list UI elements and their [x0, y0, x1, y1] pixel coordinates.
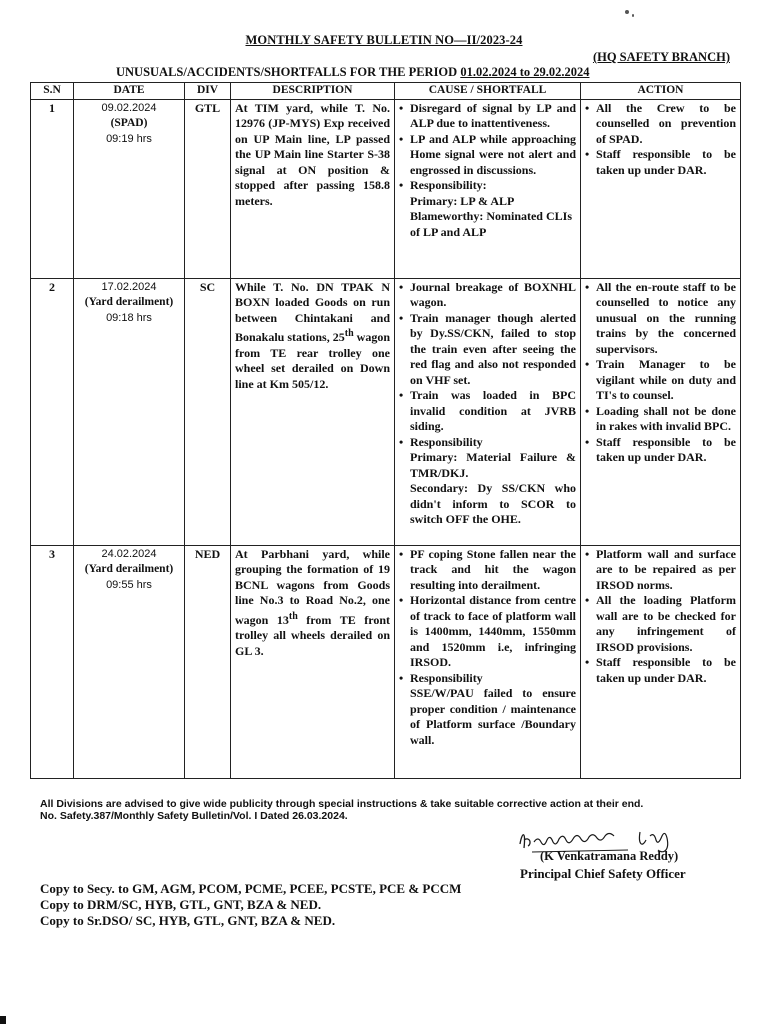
row-date: 17.02.2024	[101, 280, 157, 293]
row-sn: 1	[31, 99, 74, 278]
column-header-sn: S.N	[31, 83, 74, 100]
row-cause-cell	[395, 99, 581, 278]
row-description	[231, 278, 395, 545]
advice-note: All Divisions are advised to give wide publicity through special instructions & take suitable corrective action at their end.	[40, 798, 644, 810]
cause-item: • Train was loaded in BPC invalid condition at JVRB siding.	[399, 388, 576, 435]
action-item: • Platform wall and surface are to be repaired as per IRSOD norms.	[585, 547, 736, 594]
action-item: • All the loading Platform wall are to be checked for any infringement of IRSOD provisions.	[585, 593, 736, 655]
table-header-row	[31, 83, 741, 100]
responsibility-line: Secondary: Dy SS/CKN who didn't inform to SCOR to switch OFF the OHE.	[410, 481, 576, 526]
copy-list	[40, 881, 461, 929]
row-description: At TIM yard, while T. No. 12976 (JP-MYS) Exp received on UP Main line, LP passed the UP Main line Starter S-38 signal at ON position & stopped after passing 158.8 meters.	[231, 99, 395, 278]
cause-item: • Responsibility	[399, 435, 576, 451]
row-division: GTL	[185, 99, 231, 278]
cause-item: • LP and ALP while approaching Home signal were not alert and engrossed in discussions.	[399, 132, 576, 179]
responsibility-line: Primary: LP & ALP	[410, 193, 515, 208]
row-cause-cell	[395, 278, 581, 545]
reference-number: No. Safety.387/Monthly Safety Bulletin/Vol. I Dated 26.03.2024.	[40, 810, 348, 822]
row-description	[231, 545, 395, 778]
row-time: 09:19 hrs	[106, 132, 152, 145]
ordinal-suffix: th	[344, 328, 354, 339]
branch-label: (HQ SAFETY BRANCH)	[592, 50, 730, 64]
description-text: wagon from TE rear trolley one wheel set derailed on Down line at Km 505/12.	[235, 330, 390, 391]
row-action-cell	[581, 545, 741, 778]
action-item: • Staff responsible to be taken up under DAR.	[585, 435, 736, 466]
signer-designation: Principal Chief Safety Officer	[520, 866, 686, 881]
copy-line: Copy to DRM/SC, HYB, GTL, GNT, BZA & NED.	[40, 897, 322, 912]
row-date-cell	[74, 278, 185, 545]
ordinal-suffix: th	[288, 610, 298, 622]
responsibility-line: SSE/W/PAU failed to ensure proper condition / maintenance of Platform surface /Boundary wall.	[410, 686, 576, 747]
action-item: • All the en-route staff to be counselled to notice any unusual on the running trains by the concerned supervisors.	[585, 280, 736, 358]
table-row	[31, 545, 741, 778]
action-item: • Staff responsible to be taken up under DAR.	[585, 655, 736, 686]
row-time: 09:18 hrs	[106, 311, 152, 324]
description-text: While T. No. DN TPAK N BOXN loaded Goods on run between Chintakani and Bonakalu stations, 25	[235, 279, 390, 344]
scan-speck	[0, 1016, 6, 1024]
row-action-cell	[581, 278, 741, 545]
column-header-cause: CAUSE / SHORTFALL	[395, 83, 581, 100]
row-date: 09.02.2024	[101, 101, 157, 114]
period-prefix: UNUSUALS/ACCIDENTS/SHORTFALLS FOR THE PERIOD	[116, 65, 458, 79]
column-header-date: DATE	[74, 83, 185, 100]
action-item: • All the Crew to be counselled on prevention of SPAD.	[585, 101, 736, 148]
period-dates: 01.02.2024 to 29.02.2024	[460, 65, 590, 79]
responsibility-line: Blameworthy: Nominated CLIs of LP and ALP	[410, 209, 572, 239]
row-incident-type: (Yard derailment)	[84, 296, 174, 308]
row-date-cell	[74, 99, 185, 278]
scan-speck	[632, 14, 634, 17]
cause-item: • Train manager though alerted by Dy.SS/CKN, failed to stop the train even after seeing the red flag and also not responded on VHF set.	[399, 311, 576, 389]
signer-name: (K Venkatramana Reddy)	[540, 849, 679, 863]
cause-item: • Responsibility	[399, 671, 576, 687]
cause-item: • Horizontal distance from centre of track to face of platform wall is 1400mm, 1440mm, 1550mm and 1520mm i.e, infringing IRSOD.	[399, 593, 576, 671]
copy-line: Copy to Sr.DSO/ SC, HYB, GTL, GNT, BZA & NED.	[40, 913, 336, 928]
cause-item: • Journal breakage of BOXNHL wagon.	[399, 280, 576, 311]
responsibility-line: Primary: Material Failure & TMR/DKJ.	[410, 450, 576, 480]
table-row	[31, 278, 741, 545]
column-header-description: DESCRIPTION	[231, 83, 395, 100]
period-line	[116, 65, 589, 80]
row-incident-type: (Yard derailment)	[84, 563, 174, 575]
bulletin-title: MONTHLY SAFETY BULLETIN NO—II/2023-24	[245, 33, 523, 47]
row-time: 09:55 hrs	[106, 578, 152, 591]
column-header-action: ACTION	[581, 83, 741, 100]
row-date: 24.02.2024	[101, 547, 157, 560]
cause-item: • Responsibility:	[399, 178, 576, 194]
row-sn: 3	[31, 545, 74, 778]
copy-line: Copy to Secy. to GM, AGM, PCOM, PCME, PCEE, PCSTE, PCE & PCCM	[40, 881, 462, 896]
table-row	[31, 99, 741, 278]
row-date-cell	[74, 545, 185, 778]
description-text: from TE front trolley all wheels derailed on GL 3.	[235, 612, 390, 658]
scan-speck	[625, 10, 629, 14]
row-division: SC	[185, 278, 231, 545]
column-header-div: DIV	[185, 83, 231, 100]
row-incident-type: (SPAD)	[110, 117, 148, 129]
incident-table	[30, 82, 741, 779]
action-item: • Staff responsible to be taken up under DAR.	[585, 147, 736, 178]
row-division: NED	[185, 545, 231, 778]
row-sn: 2	[31, 278, 74, 545]
row-action-cell	[581, 99, 741, 278]
description-text: At Parbhani yard, while grouping the formation of 19 BCNL wagons from Goods line No.3 to Road No.2, one wagon 13	[235, 546, 390, 627]
action-item: • Train Manager to be vigilant while on duty and TI's to counsel.	[585, 357, 736, 404]
row-cause-cell	[395, 545, 581, 778]
action-item: • Loading shall not be done in rakes with invalid BPC.	[585, 404, 736, 435]
cause-item: • PF coping Stone fallen near the track and hit the wagon resulting into derailment.	[399, 547, 576, 594]
cause-item: • Disregard of signal by LP and ALP due to inattentiveness.	[399, 101, 576, 132]
